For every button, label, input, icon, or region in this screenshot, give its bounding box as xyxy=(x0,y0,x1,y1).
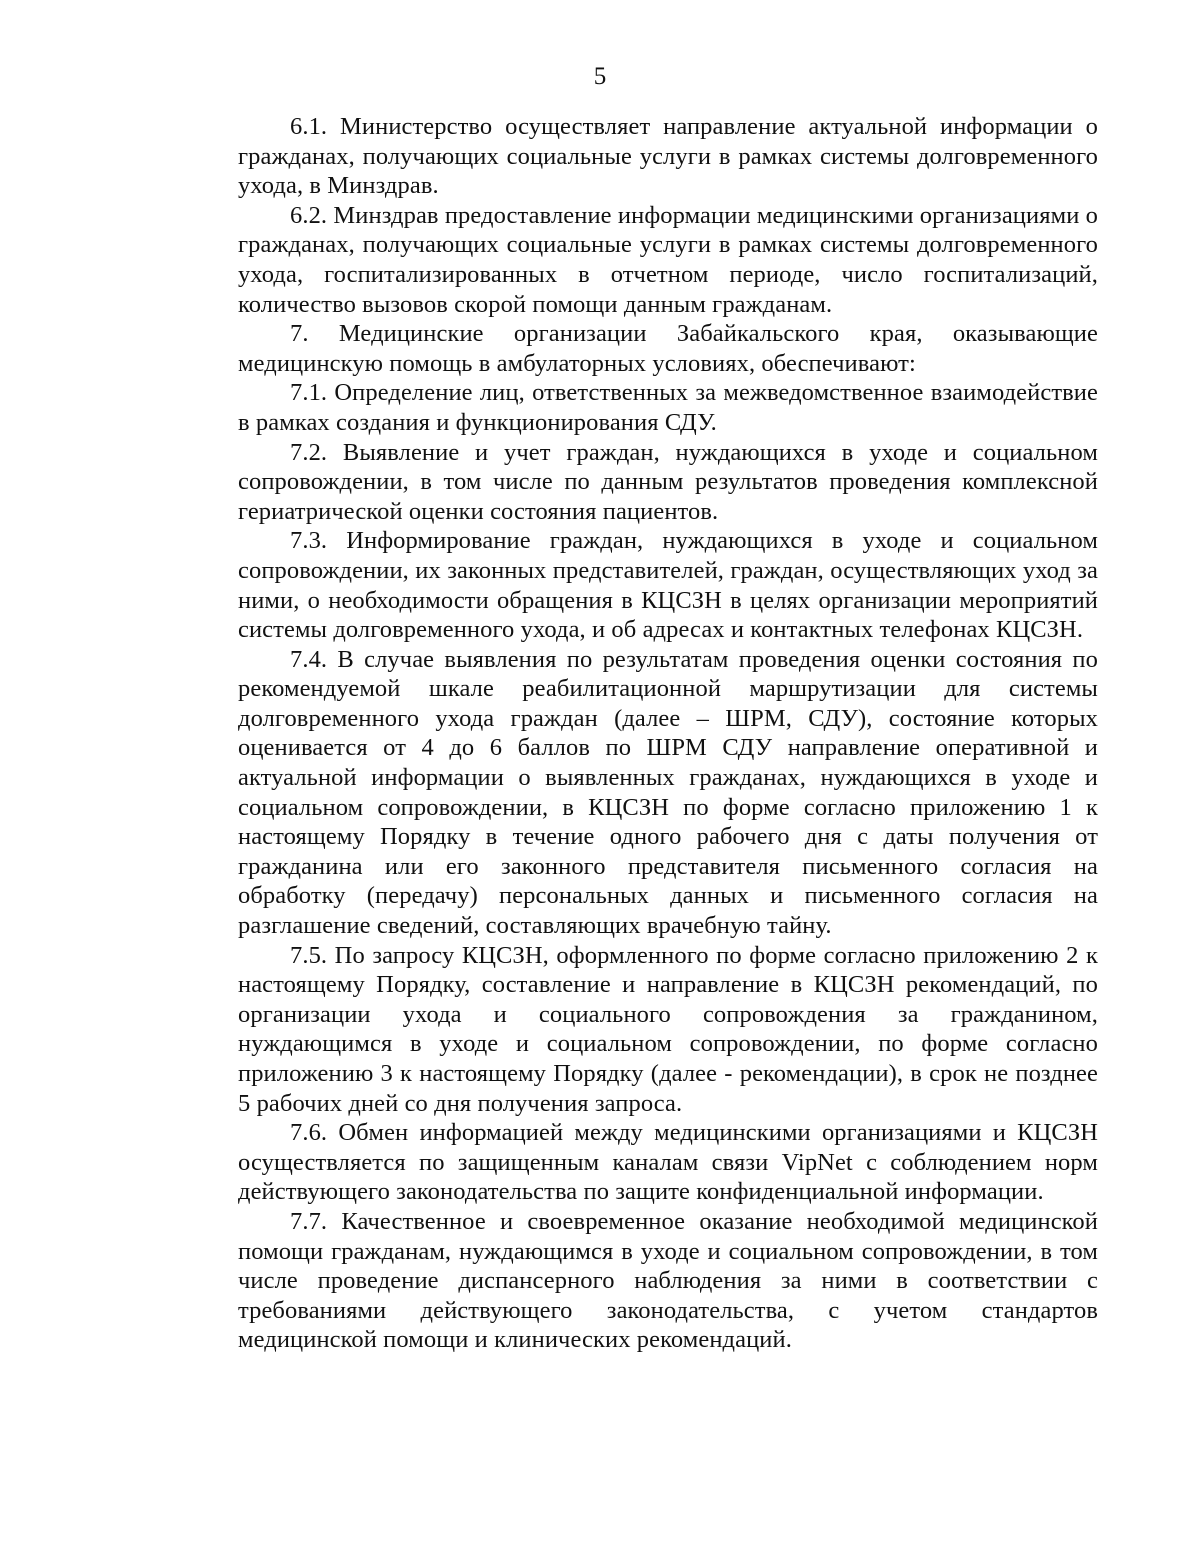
paragraph-6-2: 6.2. Минздрав предоставление информации медицинскими организациями о гражданах, получающих социальные услуги в рамках системы долговременного ухода, госпитализированных в отчетном периоде, число госпитализаций, количество вызовов скорой помощи данным гражданам. xyxy=(238,201,1098,318)
paragraph-7-2: 7.2. Выявление и учет граждан, нуждающихся в уходе и социальном сопровождении, в том числе по данным результатов проведения комплексной гериатрической оценки состояния пациентов. xyxy=(238,438,1098,525)
paragraph-7-1: 7.1. Определение лиц, ответственных за межведомственное взаимодействие в рамках создания и функционирования СДУ. xyxy=(238,379,1098,436)
paragraph-6-1: 6.1. Министерство осуществляет направление актуальной информации о гражданах, получающих социальные услуги в рамках системы долговременного ухода, в Минздрав. xyxy=(238,113,1098,200)
paragraph-7-5: 7.5. По запросу КЦСЗН, оформленного по форме согласно приложению 2 к настоящему Порядку, составление и направление в КЦСЗН рекомендаций, по организации ухода и социального сопровождения за гражданином, нуждающимся в уходе и социальном сопровождении, по форме согласно приложению 3 к настоящему Порядку (далее - рекомендации), в срок не позднее 5 рабочих дней со дня получения запроса. xyxy=(238,941,1098,1117)
page-number: 5 xyxy=(593,63,607,90)
document-body xyxy=(238,112,1098,1355)
paragraph-7-7: 7.7. Качественное и своевременное оказание необходимой медицинской помощи гражданам, нуждающимся в уходе и социальном сопровождении, в том числе проведение диспансерного наблюдения за ними в соответствии с требованиями действующего законодательства, с учетом стандартов медицинской помощи и клинических рекомендаций. xyxy=(238,1207,1098,1354)
paragraph-7-3: 7.3. Информирование граждан, нуждающихся в уходе и социальном сопровождении, их законных представителей, граждан, осуществляющих уход за ними, о необходимости обращения в КЦСЗН в целях организации мероприятий системы долговременного ухода, и об адресах и контактных телефонах КЦСЗН. xyxy=(238,527,1098,644)
paragraph-7-6: 7.6. Обмен информацией между медицинскими организациями и КЦСЗН осуществляется по защищенным каналам связи VipNet с соблюдением норм действующего законодательства по защите конфиденциальной информации. xyxy=(238,1119,1098,1206)
paragraph-7: 7. Медицинские организации Забайкальского края, оказывающие медицинскую помощь в амбулаторных условиях, обеспечивают: xyxy=(238,320,1098,377)
paragraph-7-4: 7.4. В случае выявления по результатам проведения оценки состояния по рекомендуемой шкале реабилитационной маршрутизации для системы долговременного ухода граждан (далее – ШРМ, СДУ), состояние которых оценивается от 4 до 6 баллов по ШРМ СДУ направление оперативной и актуальной информации о выявленных гражданах, нуждающихся в уходе и социальном сопровождении, в КЦСЗН по форме согласно приложению 1 к настоящему Порядку в течение одного рабочего дня с даты получения от гражданина или его законного представителя письменного согласия на обработку (передачу) персональных данных и письменного согласия на разглашение сведений, составляющих врачебную тайну. xyxy=(238,645,1098,940)
